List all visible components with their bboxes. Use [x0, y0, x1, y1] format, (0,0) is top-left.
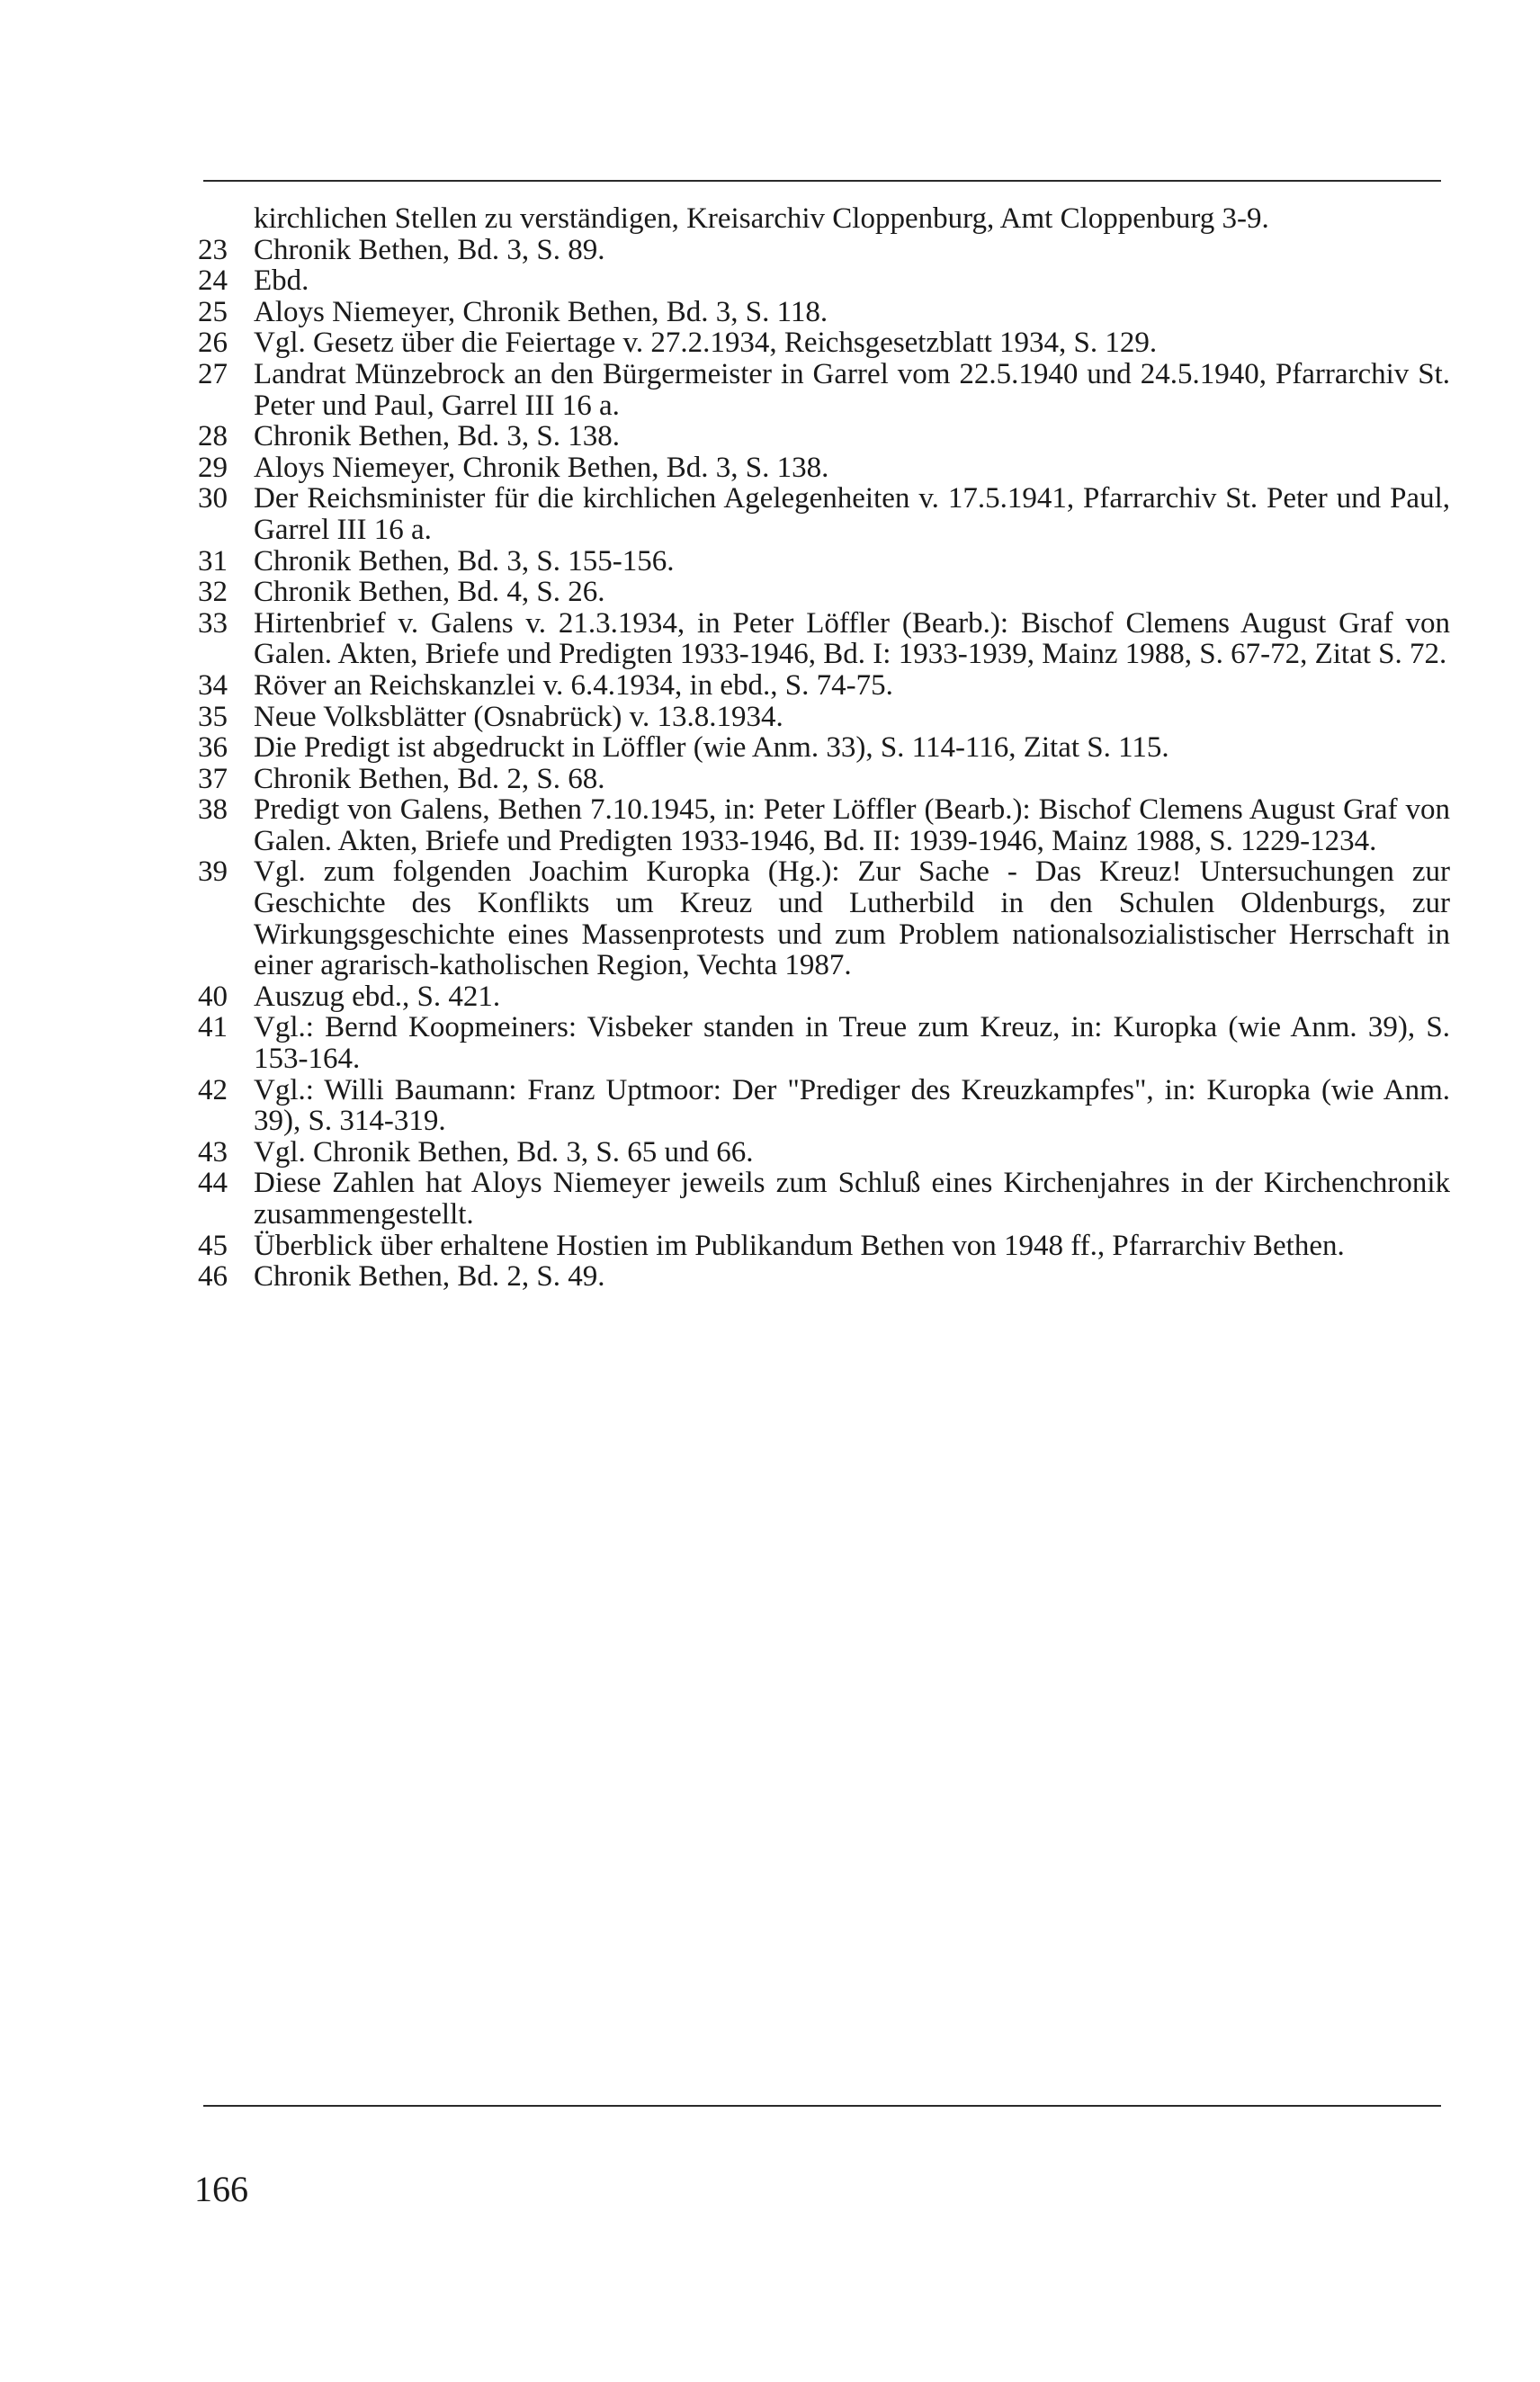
footnote-number: 30 [198, 482, 228, 515]
top-rule [203, 180, 1441, 182]
footnote-number: 31 [198, 544, 228, 578]
footnote-text: Chronik Bethen, Bd. 3, S. 138. [254, 420, 621, 453]
footnote-item [191, 546, 1450, 578]
footnote-text: Hirtenbrief v. Galens v. 21.3.1934, in Peter Löffler (Bearb.): Bischof Clemens August Graf von Galen. Akten, Briefe und Predigten 1933-1946, Bd. I: 1933-1939, Mainz 1988, S. 67-72, Zitat S. 72. [254, 606, 1450, 671]
footnote-text: Chronik Bethen, Bd. 2, S. 68. [254, 762, 605, 795]
footnote-text: Vgl. zum folgenden Joachim Kuropka (Hg.): Zur Sache - Das Kreuz! Untersuchungen zur Geschichte des Konflikts um Kreuz und Lutherbild in den Schulen Oldenburgs, zur Wirkungsgeschichte eines Massenprotests und zum Problem nationalsozialistischer Herrschaft in einer agrarisch-katholischen Region, Vechta 1987. [254, 855, 1450, 982]
page-number: 166 [194, 2169, 248, 2209]
footnote-number: 32 [198, 576, 228, 609]
footnote-item [191, 359, 1450, 421]
footnote-number: 34 [198, 668, 228, 702]
footnote-text: Neue Volksblätter (Osnabrück) v. 13.8.1934. [254, 700, 783, 733]
footnote-number: 23 [198, 233, 228, 266]
footnote-item [191, 483, 1450, 545]
footnote-item [191, 203, 1450, 235]
footnote-number: 33 [198, 606, 228, 640]
footnote-item [191, 1231, 1450, 1262]
footnote-number: 36 [198, 731, 228, 765]
footnote-text: Chronik Bethen, Bd. 3, S. 89. [254, 233, 605, 266]
footnote-number: 41 [198, 1011, 228, 1044]
footnote-text: Aloys Niemeyer, Chronik Bethen, Bd. 3, S. 138. [254, 451, 829, 484]
footnote-number: 26 [198, 327, 228, 360]
footnote-number: 45 [198, 1229, 228, 1262]
footnote-number: 40 [198, 980, 228, 1013]
footnote-text: Landrat Münzebrock an den Bürgermeister in Garrel vom 22.5.1940 und 24.5.1940, Pfarrarchiv St. Peter und Paul, Garrel III 16 a. [254, 357, 1450, 422]
bottom-rule [203, 2105, 1441, 2107]
footnote-text: Diese Zahlen hat Aloys Niemeyer jeweils zum Schluß eines Kirchenjahres in der Kirchenchronik zusammengestellt. [254, 1167, 1450, 1231]
footnote-item [191, 265, 1450, 297]
footnote-item [191, 297, 1450, 328]
footnote-text: Der Reichsminister für die kirchlichen Agelegenheiten v. 17.5.1941, Pfarrarchiv St. Peter und Paul, Garrel III 16 a. [254, 482, 1450, 546]
footnote-text: Chronik Bethen, Bd. 3, S. 155-156. [254, 544, 675, 578]
footnote-text: Chronik Bethen, Bd. 2, S. 49. [254, 1260, 605, 1294]
footnote-number: 35 [198, 700, 228, 733]
footnote-text: Vgl. Chronik Bethen, Bd. 3, S. 65 und 66. [254, 1135, 754, 1169]
footnote-item [191, 702, 1450, 733]
footnote-item [191, 327, 1450, 359]
footnote-item [191, 981, 1450, 1013]
footnote-text: Überblick über erhaltene Hostien im Publikandum Bethen von 1948 ff., Pfarrarchiv Bethen. [254, 1229, 1345, 1262]
footnote-number: 46 [198, 1260, 228, 1294]
footnote-number: 39 [198, 855, 228, 889]
footnote-item [191, 1012, 1450, 1074]
footnote-text: kirchlichen Stellen zu verständigen, Kreisarchiv Cloppenburg, Amt Cloppenburg 3-9. [254, 202, 1269, 235]
footnote-text: Vgl.: Bernd Koopmeiners: Visbeker standen in Treue zum Kreuz, in: Kuropka (wie Anm. 39), S. 153-164. [254, 1011, 1450, 1076]
footnote-number: 38 [198, 793, 228, 827]
footnote-item [191, 732, 1450, 764]
footnote-text: Chronik Bethen, Bd. 4, S. 26. [254, 576, 605, 609]
footnote-item [191, 1137, 1450, 1169]
footnote-item [191, 452, 1450, 484]
footnote-number: 29 [198, 451, 228, 484]
footnote-text: Ebd. [254, 264, 309, 298]
footnote-number: 37 [198, 762, 228, 795]
footnote-number: 28 [198, 420, 228, 453]
footnote-item [191, 577, 1450, 608]
footnote-item [191, 670, 1450, 702]
footnote-number: 43 [198, 1135, 228, 1169]
footnote-item [191, 1075, 1450, 1137]
footnote-number: 44 [198, 1167, 228, 1200]
footnote-item [191, 764, 1450, 795]
footnote-text: Vgl.: Willi Baumann: Franz Uptmoor: Der "Prediger des Kreuzkampfes", in: Kuropka (wie Anm. 39), S. 314-319. [254, 1073, 1450, 1138]
footnote-number: 25 [198, 295, 228, 328]
footnote-item [191, 421, 1450, 452]
footnote-text: Aloys Niemeyer, Chronik Bethen, Bd. 3, S. 118. [254, 295, 828, 328]
footnote-item [191, 608, 1450, 670]
footnotes-list [191, 203, 1450, 1293]
footnote-number: 27 [198, 357, 228, 390]
footnote-number: 42 [198, 1073, 228, 1106]
footnote-item [191, 856, 1450, 981]
footnote-item [191, 1168, 1450, 1230]
footnote-text: Predigt von Galens, Bethen 7.10.1945, in: Peter Löffler (Bearb.): Bischof Clemens August Graf von Galen. Akten, Briefe und Predigten 1933-1946, Bd. II: 1939-1946, Mainz 1988, S. 1229-1234. [254, 793, 1450, 857]
footnote-item [191, 235, 1450, 266]
footnote-text: Die Predigt ist abgedruckt in Löffler (wie Anm. 33), S. 114-116, Zitat S. 115. [254, 731, 1169, 765]
footnote-item [191, 794, 1450, 856]
footnote-item [191, 1261, 1450, 1293]
footnote-text: Vgl. Gesetz über die Feiertage v. 27.2.1934, Reichsgesetzblatt 1934, S. 129. [254, 327, 1158, 360]
footnote-text: Auszug ebd., S. 421. [254, 980, 501, 1013]
footnote-number: 24 [198, 264, 228, 298]
footnote-text: Röver an Reichskanzlei v. 6.4.1934, in ebd., S. 74-75. [254, 668, 893, 702]
